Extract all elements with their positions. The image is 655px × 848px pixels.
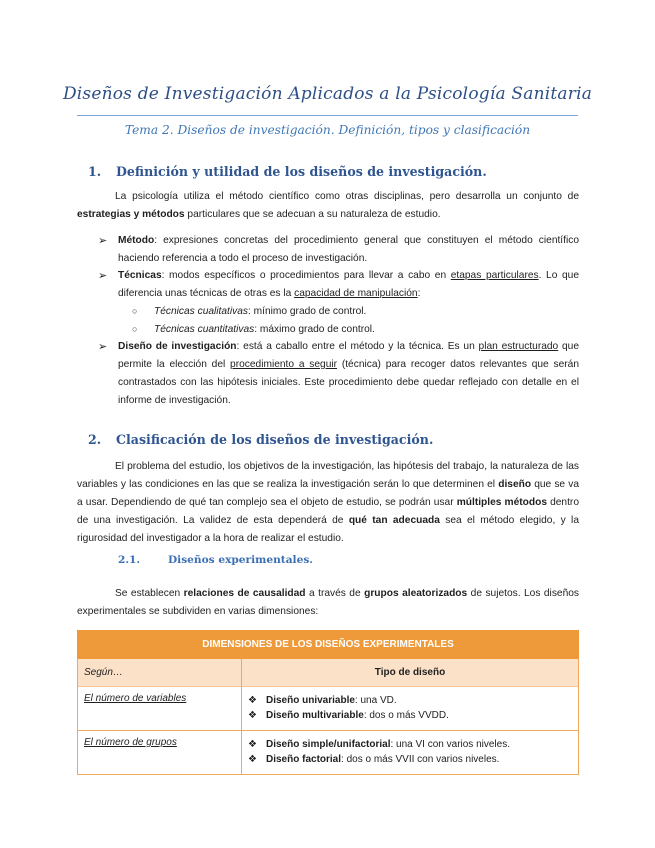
table-header-row — [78, 659, 579, 687]
bullet-diseno — [98, 338, 579, 410]
item-term: Diseño multivariable — [266, 710, 364, 721]
section-1-heading — [88, 164, 487, 179]
paragraph-bold: diseño — [498, 479, 532, 490]
paragraph-text: El problema del estudio, los objetivos de la investigación, las hipótesis del trabajo, la naturaleza de las variables y las condiciones en las que se realiza la investigación serán lo que determinen el — [77, 461, 579, 490]
bullet-text: : — [417, 288, 421, 299]
diamond-bullet-icon: ❖ — [248, 695, 257, 706]
bullet-tecnicas — [98, 267, 579, 303]
paragraph-bold: grupos aleatorizados — [364, 588, 468, 599]
bullet-underlined: procedimiento a seguir — [230, 359, 338, 370]
paragraph-text: a través de — [305, 588, 365, 599]
table-list-item — [248, 708, 572, 723]
section-2-paragraph — [77, 458, 579, 548]
paragraph-text: de sujetos. Los diseños experimentales se subdividen en varias dimensiones: — [77, 588, 580, 617]
intro-bold-1: estrategias y métodos — [77, 209, 185, 220]
subsection-2-1-heading — [118, 554, 313, 566]
subitem-text: : máximo grado de control. — [254, 324, 375, 335]
circle-bullet-icon: ○ — [132, 306, 138, 316]
subitem-term: Técnicas cualitativas — [154, 306, 248, 317]
item-text: : una VD. — [354, 695, 397, 706]
section-2-heading — [88, 432, 433, 447]
item-text: : una VI con varios niveles. — [390, 739, 510, 750]
bullet-text: que permite la elección del — [118, 341, 580, 370]
bullet-text: : expresiones concretas del procedimiento general que constituyen el método científico haciendo referencia a todo el proceso de investigación. — [118, 235, 579, 264]
arrow-bullet-icon: ➢ — [98, 270, 108, 282]
bullet-term: Diseño de investigación — [118, 341, 237, 352]
table-col-criterion: Según… — [78, 659, 242, 687]
paragraph-bold: relaciones de causalidad — [183, 588, 306, 599]
table-types — [242, 731, 579, 775]
table-types — [242, 687, 579, 731]
document-subtitle: Tema 2. Diseños de investigación. Definición, tipos y clasificación — [124, 123, 531, 137]
paragraph-text: sea el método elegido, y la rigurosidad del investigador a la hora de realizar el estudio. — [77, 515, 579, 544]
subitem-cualitativas — [132, 302, 366, 321]
subsection-2-1-title: Diseños experimentales. — [168, 554, 313, 566]
subsection-2-1-number: 2.1. — [118, 554, 141, 566]
dimensions-table — [77, 630, 579, 775]
paragraph-bold: qué tan adecuada — [348, 515, 440, 526]
bullet-underlined: capacidad de manipulación — [294, 288, 418, 299]
diamond-bullet-icon: ❖ — [248, 710, 257, 721]
bullet-term: Método — [118, 235, 155, 246]
subsection-2-1-paragraph — [77, 585, 579, 621]
diamond-bullet-icon: ❖ — [248, 739, 257, 750]
bullet-underlined: plan estructurado — [478, 341, 559, 352]
bullet-text: : modos específicos o procedimientos para llevar a cabo en — [161, 270, 451, 281]
item-term: Diseño factorial — [266, 754, 342, 765]
item-term: Diseño univariable — [266, 695, 355, 706]
table-list-item — [248, 693, 572, 708]
bullet-underlined: etapas particulares — [450, 270, 539, 281]
subitem-term: Técnicas cuantitativas — [154, 324, 255, 335]
section-2-title: Clasificación de los diseños de investigación. — [116, 432, 434, 447]
item-term: Diseño simple/unifactorial — [266, 739, 391, 750]
bullet-text: . Lo que diferencia unas técnicas de otras es la — [118, 270, 580, 299]
paragraph-text: dentro de una investigación. La validez de esta dependerá de — [77, 497, 579, 526]
bullet-text: : está a caballo entre el método y la técnica. Es un — [236, 341, 479, 352]
title-divider — [77, 115, 578, 116]
subitem-text: : mínimo grado de control. — [248, 306, 367, 317]
section-1-intro — [77, 188, 579, 224]
circle-bullet-icon: ○ — [132, 324, 138, 334]
table-col-type: Tipo de diseño — [242, 659, 579, 687]
table-list-item — [248, 752, 572, 767]
paragraph-bold: múltiples métodos — [456, 497, 547, 508]
section-1-title: Definición y utilidad de los diseños de investigación. — [116, 164, 487, 179]
table-criterion: El número de variables — [78, 687, 242, 731]
section-2-number: 2. — [88, 432, 102, 447]
arrow-bullet-icon: ➢ — [98, 235, 108, 247]
table-title: DIMENSIONES DE LOS DISEÑOS EXPERIMENTALES — [78, 631, 579, 659]
paragraph-text: que se va a usar. Dependiendo de qué tan complejo sea el objeto de estudio, se podrán usar — [77, 479, 580, 508]
table-row — [78, 687, 579, 731]
subitem-cuantitativas — [132, 320, 375, 339]
paragraph-text: Se establecen — [115, 588, 184, 599]
bullet-metodo — [98, 232, 579, 268]
section-1-number: 1. — [88, 164, 102, 179]
intro-text-2: particulares que se adecuan a su naturaleza de estudio. — [184, 209, 441, 220]
intro-text-1: La psicología utiliza el método científico como otras disciplinas, pero desarrolla un conjunto de — [115, 191, 579, 202]
item-text: : dos o más VVII con varios niveles. — [341, 754, 500, 765]
table-criterion: El número de grupos — [78, 731, 242, 775]
document-title: Diseños de Investigación Aplicados a la Psicología Sanitaria — [62, 84, 593, 104]
table-row — [78, 731, 579, 775]
arrow-bullet-icon: ➢ — [98, 341, 108, 353]
table-list-item — [248, 737, 572, 752]
bullet-term: Técnicas — [118, 270, 162, 281]
diamond-bullet-icon: ❖ — [248, 754, 257, 765]
bullet-text: (técnica) para recoger datos relevantes que serán contrastados con las hipótesis iniciales. Este procedimiento debe quedar reflejado con detalle en el informe de investigación. — [118, 359, 579, 406]
item-text: : dos o más VVDD. — [363, 710, 449, 721]
